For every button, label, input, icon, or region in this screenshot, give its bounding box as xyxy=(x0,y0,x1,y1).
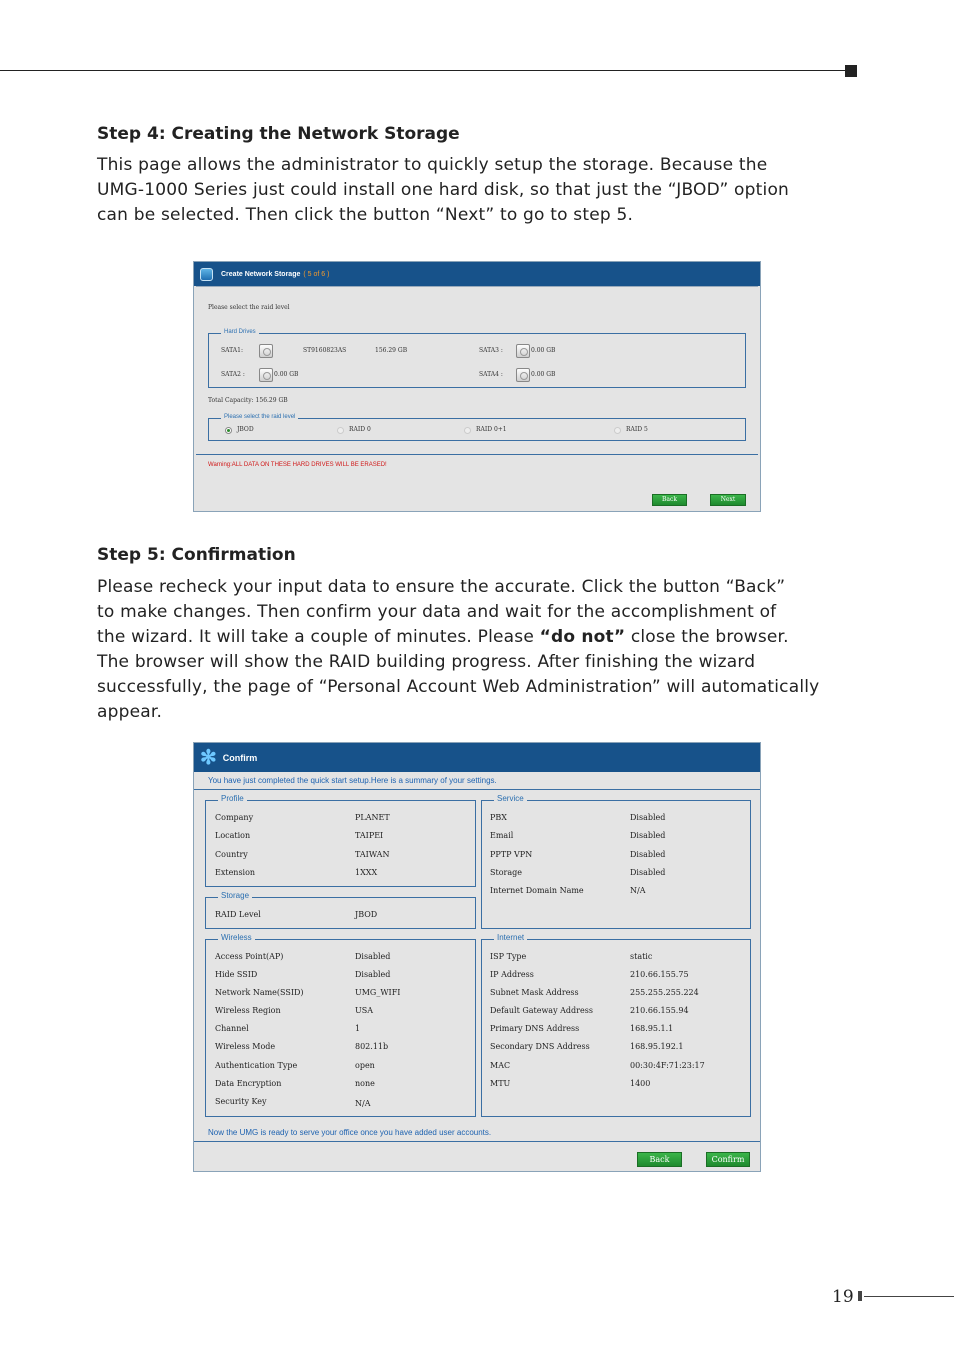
raid-option-label: JBOD xyxy=(237,426,254,433)
divider xyxy=(194,1141,760,1142)
internet-value: 168.95.1.1 xyxy=(630,1024,674,1033)
window-title: Create Network Storage xyxy=(221,270,301,278)
radio-raid01[interactable] xyxy=(464,427,471,434)
service-value: Disabled xyxy=(630,813,666,822)
step4-line: This page allows the administrator to quickly setup the storage. Because the xyxy=(97,155,768,175)
footer-marker xyxy=(858,1291,862,1301)
back-button[interactable]: Back xyxy=(637,1152,682,1167)
wireless-value: 1 xyxy=(355,1024,361,1033)
internet-key: MTU xyxy=(490,1079,511,1088)
service-value: Disabled xyxy=(630,868,666,877)
create-network-storage-window xyxy=(193,261,761,512)
erase-warning: Warning:ALL DATA ON THESE HARD DRIVES WILL BE ERASED! xyxy=(208,462,387,468)
internet-key: Subnet Mask Address xyxy=(490,988,579,997)
internet-value: 210.66.155.94 xyxy=(630,1006,689,1015)
internet-legend: Internet xyxy=(494,933,527,942)
divider xyxy=(196,454,758,455)
step5-heading: Step 5: Confirmation xyxy=(97,545,296,565)
internet-key: Primary DNS Address xyxy=(490,1024,580,1033)
service-legend: Service xyxy=(494,794,527,803)
wireless-key: Access Point(AP) xyxy=(215,952,284,961)
service-key: Email xyxy=(490,831,514,840)
raid-level-legend: Please select the raid level xyxy=(221,414,298,420)
sata3-label: SATA3 : xyxy=(479,347,503,354)
window-title: Confirm xyxy=(222,752,258,763)
footer-rule xyxy=(864,1296,954,1297)
radio-raid0[interactable] xyxy=(337,427,344,434)
wireless-key: Channel xyxy=(215,1024,249,1033)
window-body xyxy=(196,286,758,509)
profile-key: Country xyxy=(215,850,248,859)
step4-heading: Step 4: Creating the Network Storage xyxy=(97,124,460,144)
service-value: Disabled xyxy=(630,831,666,840)
step5-line-text: close the browser. xyxy=(625,627,789,647)
step4-line: can be selected. Then click the button “Next” to go to step 5. xyxy=(97,205,634,225)
raid-option-label: RAID 0+1 xyxy=(476,426,507,433)
step4-line: UMG-1000 Series just could install one hard disk, so that just the “JBOD” option xyxy=(97,180,790,200)
window-titlebar xyxy=(194,743,760,772)
profile-value: TAIPEI xyxy=(355,831,384,840)
profile-value: PLANET xyxy=(355,813,390,822)
hard-disk-icon xyxy=(259,368,273,382)
wireless-key: Network Name(SSID) xyxy=(215,988,304,997)
hard-disk-icon xyxy=(516,368,530,382)
profile-panel xyxy=(205,794,476,887)
wireless-value: N/A xyxy=(355,1099,371,1108)
storage-value: JBOD xyxy=(355,910,378,919)
sata2-size: 0.00 GB xyxy=(274,371,299,378)
internet-value: static xyxy=(630,952,653,961)
raid-prompt: Please select the raid level xyxy=(208,304,290,311)
service-key: Internet Domain Name xyxy=(490,886,584,895)
profile-value: 1XXX xyxy=(355,868,378,877)
wireless-key: Security Key xyxy=(215,1097,267,1106)
wireless-value: none xyxy=(355,1079,375,1088)
header-rule xyxy=(0,70,848,71)
service-value: Disabled xyxy=(630,850,666,859)
sata1-model: ST9160823AS xyxy=(303,347,347,354)
internet-value: 168.95.192.1 xyxy=(630,1042,684,1051)
wireless-value: USA xyxy=(355,1006,373,1015)
step5-line-text: the wizard. It will take a couple of minutes. Please xyxy=(97,627,540,647)
sata2-label: SATA2 : xyxy=(221,371,245,378)
internet-value: 255.255.255.224 xyxy=(630,988,699,997)
total-capacity: Total Capacity: 156.29 GB xyxy=(208,397,288,404)
window-titlebar xyxy=(194,262,760,286)
sata4-label: SATA4 : xyxy=(479,371,503,378)
sata1-label: SATA1: xyxy=(221,347,243,354)
storage-key: RAID Level xyxy=(215,910,261,919)
sata3-size: 0.00 GB xyxy=(531,347,556,354)
internet-value: 00:30:4F:71:23:17 xyxy=(630,1061,705,1070)
wireless-value: 802.11b xyxy=(355,1042,389,1051)
step5-line xyxy=(97,625,857,650)
wireless-value: open xyxy=(355,1061,375,1070)
step5-line: successfully, the page of “Personal Account Web Administration” will automatically xyxy=(97,677,820,697)
back-button[interactable]: Back xyxy=(652,494,687,506)
raid-option-label: RAID 0 xyxy=(349,426,371,433)
profile-key: Company xyxy=(215,813,254,822)
profile-key: Extension xyxy=(215,868,256,877)
internet-key: IP Address xyxy=(490,970,534,979)
wireless-value: Disabled xyxy=(355,952,391,961)
internet-value: 1400 xyxy=(630,1079,651,1088)
hard-disk-icon xyxy=(259,344,273,358)
radio-jbod[interactable] xyxy=(225,427,232,434)
next-button[interactable]: Next xyxy=(710,494,746,506)
service-panel xyxy=(481,794,751,929)
service-value: N/A xyxy=(630,886,646,895)
wireless-legend: Wireless xyxy=(218,933,255,942)
hard-drives-group xyxy=(208,329,746,388)
step5-line: The browser will show the RAID building progress. After finishing the wizard xyxy=(97,652,756,672)
internet-key: ISP Type xyxy=(490,952,527,961)
flower-logo-icon: ✻ xyxy=(200,746,217,769)
divider xyxy=(194,789,760,790)
wireless-value: Disabled xyxy=(355,970,391,979)
step5-line: Please recheck your input data to ensure the accurate. Click the button “Back” xyxy=(97,577,786,597)
sata4-size: 0.00 GB xyxy=(531,371,556,378)
step5-paragraph xyxy=(97,575,857,725)
profile-legend: Profile xyxy=(218,794,247,803)
wireless-value: UMG_WIFI xyxy=(355,988,401,997)
storage-logo-icon xyxy=(200,268,213,281)
wireless-key: Hide SSID xyxy=(215,970,258,979)
radio-raid5[interactable] xyxy=(614,427,621,434)
summary-intro: You have just completed the quick start setup.Here is a summary of your settings. xyxy=(208,776,497,785)
step4-paragraph xyxy=(97,153,857,228)
service-key: PBX xyxy=(490,813,507,822)
service-key: Storage xyxy=(490,868,522,877)
wireless-key: Wireless Mode xyxy=(215,1042,276,1051)
hard-drives-legend: Hard Drives xyxy=(221,329,259,335)
storage-panel xyxy=(205,891,476,929)
step5-line: to make changes. Then confirm your data and wait for the accomplishment of xyxy=(97,602,777,622)
profile-value: TAIWAN xyxy=(355,850,390,859)
page-number: 19 xyxy=(832,1287,854,1307)
wireless-key: Authentication Type xyxy=(215,1061,298,1070)
service-key: PPTP VPN xyxy=(490,850,533,859)
ready-note: Now the UMG is ready to serve your office once you have added user accounts. xyxy=(208,1128,492,1137)
wireless-panel xyxy=(205,933,476,1117)
internet-key: Default Gateway Address xyxy=(490,1006,593,1015)
step-indicator: ( 5 of 6 ) xyxy=(303,270,330,278)
wireless-key: Data Encryption xyxy=(215,1079,282,1088)
step5-line: appear. xyxy=(97,702,163,722)
confirm-window xyxy=(193,742,761,1172)
profile-key: Location xyxy=(215,831,251,840)
internet-panel xyxy=(481,933,751,1117)
storage-legend: Storage xyxy=(218,891,252,900)
header-square-marker xyxy=(845,65,857,77)
emphasis-do-not: “do not” xyxy=(539,627,626,647)
internet-key: Secondary DNS Address xyxy=(490,1042,590,1051)
wireless-key: Wireless Region xyxy=(215,1006,281,1015)
hard-disk-icon xyxy=(516,344,530,358)
confirm-button[interactable]: Confirm xyxy=(706,1152,750,1167)
raid-level-group xyxy=(208,414,746,441)
internet-value: 210.66.155.75 xyxy=(630,970,689,979)
raid-option-label: RAID 5 xyxy=(626,426,648,433)
sata1-size: 156.29 GB xyxy=(375,347,408,354)
internet-key: MAC xyxy=(490,1061,511,1070)
